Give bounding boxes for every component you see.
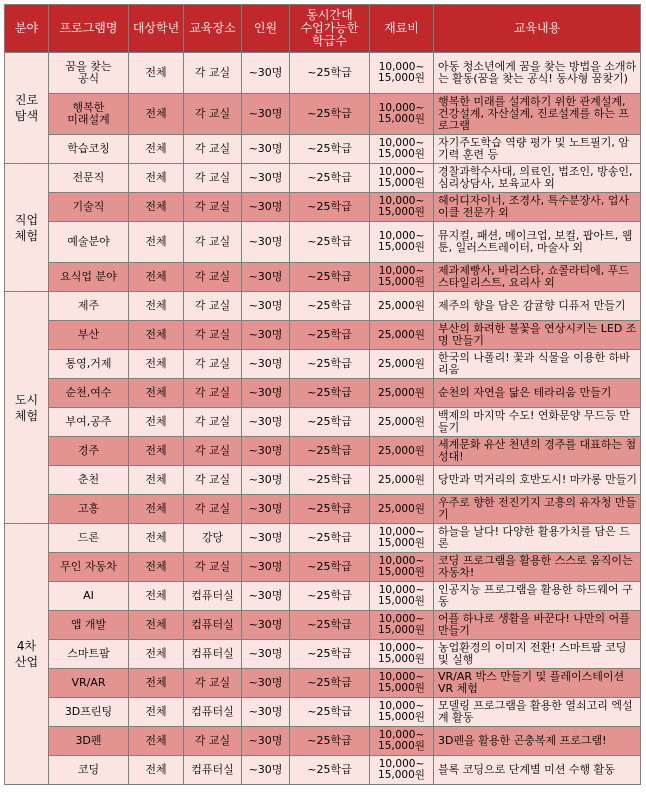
people-cell: ~30명 [242,495,290,524]
classes-cell: ~25학급 [290,727,370,756]
content-cell: 인공지능 프로그램을 활용한 하드웨어 구동 [434,582,641,611]
program-cell: 경주 [49,437,129,466]
fee-cell: 10,000~ 15,000원 [370,640,434,669]
table-row [5,94,641,135]
fee-cell: 25,000원 [370,466,434,495]
grade-cell: 전체 [129,408,184,437]
place-cell: 컴퓨터실 [184,756,242,785]
people-cell: ~30명 [242,640,290,669]
table-row [5,698,641,727]
content-cell: 세계문화 유산 천년의 경주를 대표하는 첨성대! [434,437,641,466]
classes-cell: ~25학급 [290,466,370,495]
content-cell: 부산의 화려한 불꽃을 연상시키는 LED 조명 만들기 [434,321,641,350]
people-cell: ~30명 [242,193,290,222]
program-table [4,4,641,785]
program-cell: 3D펜 [49,727,129,756]
grade-cell: 전체 [129,263,184,292]
content-cell: 백제의 마지막 수도! 연화문양 무드등 만들기 [434,408,641,437]
program-cell: 학습코칭 [49,135,129,164]
place-cell: 각 교실 [184,553,242,582]
program-cell: 드론 [49,524,129,553]
fee-cell: 10,000~ 15,000원 [370,164,434,193]
place-cell: 컴퓨터실 [184,698,242,727]
program-cell: 부여,공주 [49,408,129,437]
grade-cell: 전체 [129,495,184,524]
program-cell: 순천,여수 [49,379,129,408]
header-content: 교육내용 [434,5,641,53]
content-cell: VR/AR 박스 만들기 및 플레이스테이션 VR 체험 [434,669,641,698]
table-row [5,321,641,350]
place-cell: 각 교실 [184,669,242,698]
people-cell: ~30명 [242,669,290,698]
content-cell: 한국의 나폴리! 꽃과 식물을 이용한 하바리움 [434,350,641,379]
content-cell: 제주의 향을 담은 감귤향 디퓨저 만들기 [434,292,641,321]
table-row [5,53,641,94]
people-cell: ~30명 [242,466,290,495]
place-cell: 컴퓨터실 [184,582,242,611]
content-cell: 아동 청소년에게 꿈을 찾는 방법을 소개하는 활동(꿈을 찾는 공식! 동사형 꿈찾기) [434,53,641,94]
fee-cell: 25,000원 [370,379,434,408]
grade-cell: 전체 [129,640,184,669]
content-cell: 순천의 자연을 닮은 테라리움 만들기 [434,379,641,408]
content-cell: 코딩 프로그램을 활용한 스스로 움직이는 자동차! [434,553,641,582]
classes-cell: ~25학급 [290,321,370,350]
content-cell: 행복한 미래를 설계하기 위한 관계설계, 건강설계, 자산설계, 진로설계를 하는 프로그램 [434,94,641,135]
classes-cell: ~25학급 [290,611,370,640]
people-cell: ~30명 [242,263,290,292]
place-cell: 각 교실 [184,193,242,222]
place-cell: 각 교실 [184,495,242,524]
content-cell: 어플 하나로 생활을 바꾼다! 나만의 어플 만들기 [434,611,641,640]
content-cell: 블록 코딩으로 단계별 미션 수행 활동 [434,756,641,785]
grade-cell: 전체 [129,164,184,193]
classes-cell: ~25학급 [290,350,370,379]
category-cell: 직업 체험 [5,164,49,292]
fee-cell: 25,000원 [370,408,434,437]
program-cell: 전문직 [49,164,129,193]
program-cell: 스마트팜 [49,640,129,669]
content-cell: 뮤지컬, 패션, 메이크업, 보컬, 팝아트, 웹툰, 일러스트레이터, 마술사 외 [434,222,641,263]
program-cell: 기술직 [49,193,129,222]
grade-cell: 전체 [129,135,184,164]
people-cell: ~30명 [242,756,290,785]
people-cell: ~30명 [242,53,290,94]
table-row [5,669,641,698]
fee-cell: 10,000~ 15,000원 [370,727,434,756]
people-cell: ~30명 [242,553,290,582]
place-cell: 각 교실 [184,408,242,437]
category-cell: 4차 산업 [5,524,49,785]
people-cell: ~30명 [242,524,290,553]
place-cell: 각 교실 [184,222,242,263]
grade-cell: 전체 [129,553,184,582]
table-row [5,350,641,379]
fee-cell: 10,000~ 15,000원 [370,582,434,611]
people-cell: ~30명 [242,408,290,437]
classes-cell: ~25학급 [290,193,370,222]
classes-cell: ~25학급 [290,164,370,193]
fee-cell: 10,000~ 15,000원 [370,263,434,292]
classes-cell: ~25학급 [290,582,370,611]
content-cell: 헤어디자이너, 조경사, 특수분장사, 업사이클 전문가 외 [434,193,641,222]
table-row [5,553,641,582]
classes-cell: ~25학급 [290,408,370,437]
program-cell: 예술분야 [49,222,129,263]
grade-cell: 전체 [129,524,184,553]
table-row [5,582,641,611]
program-cell: 코딩 [49,756,129,785]
grade-cell: 전체 [129,698,184,727]
place-cell: 각 교실 [184,437,242,466]
header-fee: 재료비 [370,5,434,53]
classes-cell: ~25학급 [290,379,370,408]
table-row [5,164,641,193]
content-cell: 당만과 먹거리의 호반도시! 마카롱 만들기 [434,466,641,495]
table-body [5,53,641,785]
place-cell: 각 교실 [184,263,242,292]
header-row [5,5,641,53]
classes-cell: ~25학급 [290,222,370,263]
content-cell: 우주로 향한 전진기지 고흥의 유자청 만들기 [434,495,641,524]
table-row [5,524,641,553]
content-cell: 제과제빵사, 바리스타, 쇼콜라티에, 푸드스타일리스트, 요리사 외 [434,263,641,292]
grade-cell: 전체 [129,727,184,756]
place-cell: 각 교실 [184,321,242,350]
grade-cell: 전체 [129,669,184,698]
header-people: 인원 [242,5,290,53]
people-cell: ~30명 [242,582,290,611]
people-cell: ~30명 [242,437,290,466]
fee-cell: 10,000~ 15,000원 [370,524,434,553]
table-row [5,495,641,524]
content-cell: 3D펜을 활용한 곤충복제 프로그램! [434,727,641,756]
place-cell: 각 교실 [184,135,242,164]
content-cell: 경찰과학수사대, 의료인, 법조인, 방송인, 심리상담사, 보육교사 외 [434,164,641,193]
category-cell: 도시 체험 [5,292,49,524]
place-cell: 각 교실 [184,466,242,495]
fee-cell: 10,000~ 15,000원 [370,669,434,698]
people-cell: ~30명 [242,379,290,408]
fee-cell: 10,000~ 15,000원 [370,698,434,727]
people-cell: ~30명 [242,292,290,321]
fee-cell: 25,000원 [370,292,434,321]
classes-cell: ~25학급 [290,292,370,321]
place-cell: 각 교실 [184,379,242,408]
program-cell: 통영,거제 [49,350,129,379]
fee-cell: 10,000~ 15,000원 [370,53,434,94]
content-cell: 자기주도학습 역량 평가 및 노트필기, 암기력 훈련 등 [434,135,641,164]
people-cell: ~30명 [242,164,290,193]
classes-cell: ~25학급 [290,553,370,582]
fee-cell: 10,000~ 15,000원 [370,94,434,135]
place-cell: 각 교실 [184,164,242,193]
people-cell: ~30명 [242,135,290,164]
fee-cell: 25,000원 [370,350,434,379]
place-cell: 각 교실 [184,94,242,135]
classes-cell: ~25학급 [290,53,370,94]
table-row [5,437,641,466]
program-cell: VR/AR [49,669,129,698]
program-cell: AI [49,582,129,611]
fee-cell: 10,000~ 15,000원 [370,193,434,222]
content-cell: 하늘을 날다! 다양한 활용가치를 담은 드론 [434,524,641,553]
program-cell: 요식업 분야 [49,263,129,292]
header-program: 프로그램명 [49,5,129,53]
table-row [5,727,641,756]
place-cell: 컴퓨터실 [184,640,242,669]
classes-cell: ~25학급 [290,524,370,553]
grade-cell: 전체 [129,193,184,222]
program-cell: 행복한 미래설계 [49,94,129,135]
header-grade: 대상학년 [129,5,184,53]
fee-cell: 25,000원 [370,495,434,524]
fee-cell: 10,000~ 15,000원 [370,611,434,640]
people-cell: ~30명 [242,222,290,263]
content-cell: 모델링 프로그램을 활용한 열쇠고리 엑설계 활동 [434,698,641,727]
people-cell: ~30명 [242,698,290,727]
header-field: 분야 [5,5,49,53]
classes-cell: ~25학급 [290,437,370,466]
program-cell: 부산 [49,321,129,350]
place-cell: 각 교실 [184,292,242,321]
people-cell: ~30명 [242,321,290,350]
grade-cell: 전체 [129,379,184,408]
place-cell: 강당 [184,524,242,553]
grade-cell: 전체 [129,466,184,495]
grade-cell: 전체 [129,350,184,379]
program-cell: 무인 자동차 [49,553,129,582]
program-cell: 앱 개발 [49,611,129,640]
grade-cell: 전체 [129,611,184,640]
table-row [5,640,641,669]
grade-cell: 전체 [129,222,184,263]
classes-cell: ~25학급 [290,135,370,164]
classes-cell: ~25학급 [290,756,370,785]
fee-cell: 10,000~ 15,000원 [370,756,434,785]
classes-cell: ~25학급 [290,698,370,727]
classes-cell: ~25학급 [290,495,370,524]
table-row [5,292,641,321]
table-row [5,756,641,785]
classes-cell: ~25학급 [290,669,370,698]
table-row [5,263,641,292]
program-cell: 고흥 [49,495,129,524]
grade-cell: 전체 [129,53,184,94]
people-cell: ~30명 [242,350,290,379]
people-cell: ~30명 [242,611,290,640]
content-cell: 농업환경의 이미지 전환! 스마트팜 코딩 및 실행 [434,640,641,669]
place-cell: 각 교실 [184,727,242,756]
table-row [5,611,641,640]
category-cell: 진로 탐색 [5,53,49,164]
table-row [5,408,641,437]
program-cell: 춘천 [49,466,129,495]
program-cell: 제주 [49,292,129,321]
header-place: 교육장소 [184,5,242,53]
grade-cell: 전체 [129,582,184,611]
table-row [5,379,641,408]
program-cell: 꿈을 찾는 공식 [49,53,129,94]
fee-cell: 10,000~ 15,000원 [370,135,434,164]
fee-cell: 10,000~ 15,000원 [370,222,434,263]
grade-cell: 전체 [129,437,184,466]
table-row [5,193,641,222]
program-cell: 3D프린팅 [49,698,129,727]
table-row [5,466,641,495]
fee-cell: 10,000~ 15,000원 [370,553,434,582]
place-cell: 각 교실 [184,53,242,94]
header-classes: 동시간대 수업가능한 학급수 [290,5,370,53]
people-cell: ~30명 [242,727,290,756]
place-cell: 컴퓨터실 [184,611,242,640]
classes-cell: ~25학급 [290,94,370,135]
people-cell: ~30명 [242,94,290,135]
fee-cell: 25,000원 [370,437,434,466]
grade-cell: 전체 [129,756,184,785]
grade-cell: 전체 [129,292,184,321]
table-row [5,135,641,164]
grade-cell: 전체 [129,94,184,135]
place-cell: 각 교실 [184,350,242,379]
fee-cell: 25,000원 [370,321,434,350]
classes-cell: ~25학급 [290,640,370,669]
grade-cell: 전체 [129,321,184,350]
table-row [5,222,641,263]
classes-cell: ~25학급 [290,263,370,292]
